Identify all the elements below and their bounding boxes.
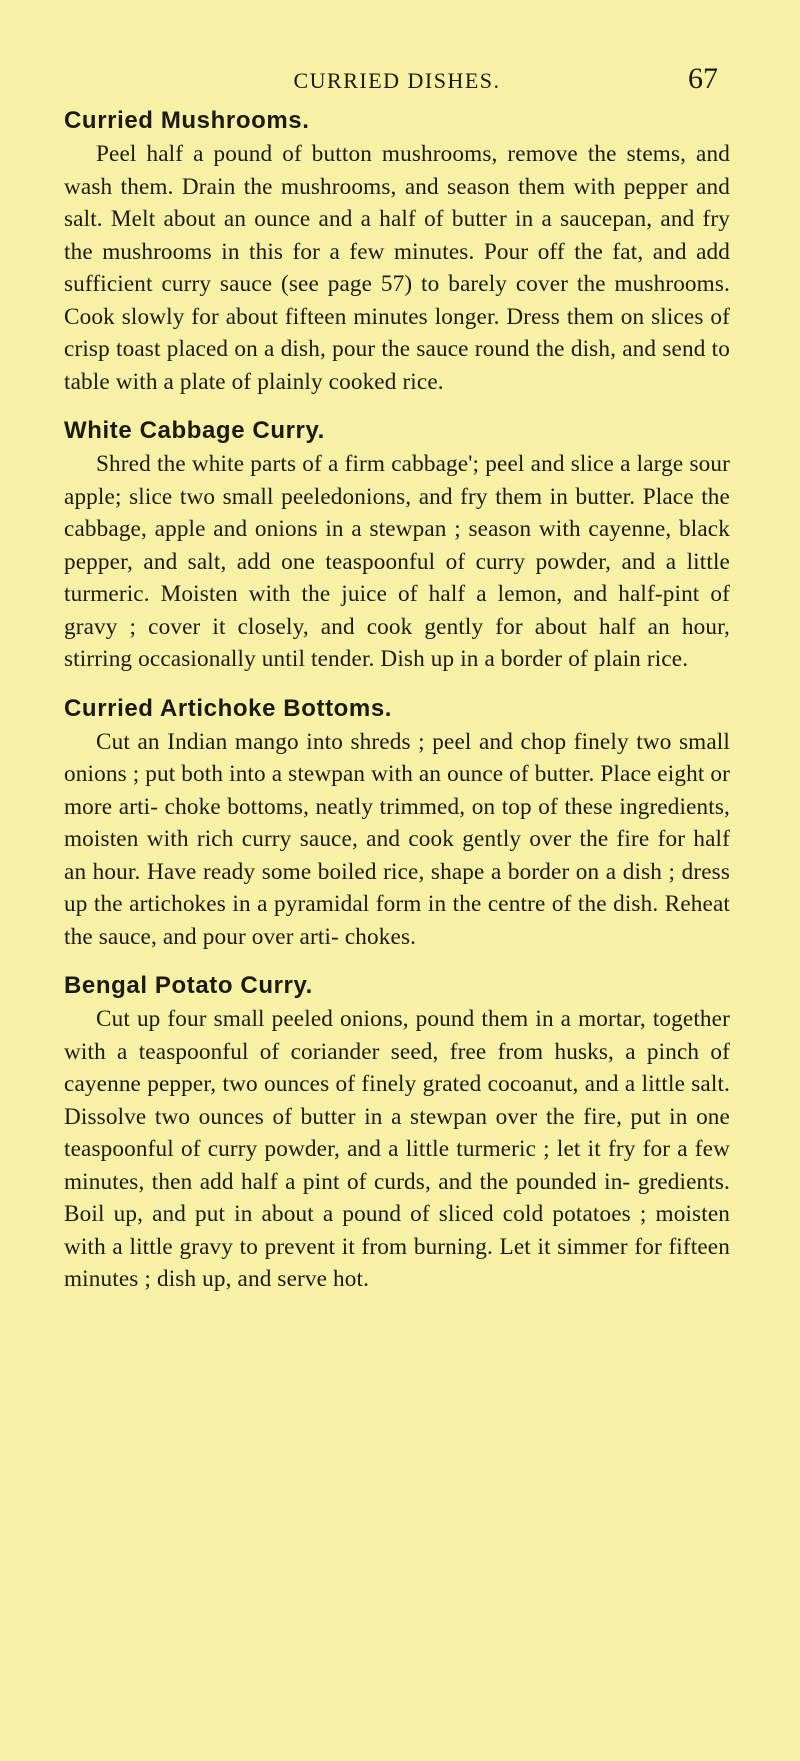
- recipe-text: Cut up four small peeled onions, pound them in a mortar, together with a teaspoonful of coriander seed, free from husks, a pinch of cayenne pepper, two ounces of finely grated cocoanut, and a little salt. Dissolve two ounces of butter in a stewpan over the fire, put in one teaspoonful of curry powder, and a little turmeric ; let it fry for a few minutes, then add half a pint of curds, and the pounded in- gredients. Boil up, and put in about a pound of sliced cold potatoes ; moisten with a little gravy to prevent it from burning. Let it simmer for fifteen minutes ; dish up, and serve hot.: [64, 1006, 730, 1292]
- recipe-heading: White Cabbage Curry.: [64, 417, 325, 444]
- recipe-text: Cut an Indian mango into shreds ; peel and chop finely two small onions ; put both into a stewpan with an ounce of butter. Place eight or more arti- choke bottoms, neatly trimmed, on top of these ingredients, moisten with rich curry sauce, and cook gently over the fire for half an hour. Have ready some boiled rice, shape a border on a dish ; dress up the artichokes in a pyramidal form in the centre of the dish. Reheat the sauce, and pour over arti- chokes.: [64, 728, 730, 950]
- running-head: [64, 60, 730, 104]
- recipe-bengal-potato-curry: [64, 969, 730, 1296]
- recipe-text: Peel half a pound of button mushrooms, remove the stems, and wash them. Drain the mushrooms, and season them with pepper and salt. Melt about an ounce and a half of butter in a saucepan, and fry the mushrooms in this for a few minutes. Pour off the fat, and add sufficient curry sauce (see page 57) to barely cover the mushrooms. Cook slowly for about fifteen minutes longer. Dress them on slices of crisp toast placed on a dish, pour the sauce round the dish, and send to table with a plate of plainly cooked rice.: [64, 141, 730, 395]
- recipe-white-cabbage-curry: [64, 414, 730, 676]
- recipe-curried-artichoke-bottoms: [64, 692, 730, 954]
- recipe-heading: Curried Mushrooms.: [64, 107, 310, 134]
- running-title: CURRIED DISHES.: [293, 68, 501, 93]
- book-page: [64, 60, 730, 1312]
- recipe-curried-mushrooms: [64, 104, 730, 398]
- recipe-heading: Curried Artichoke Bottoms.: [64, 694, 393, 722]
- recipe-text: Shred the white parts of a firm cabbage'; peel and slice a large sour apple; slice two small peeledonions, and fry them in butter. Place the cabbage, apple and onions in a stewpan ; season with cayenne, black pepper, and salt, add one teaspoonful of curry powder, and a little turmeric. Moisten with the juice of half a lemon, and half-pint of gravy ; cover it closely, and cook gently for about half an hour, stirring occasionally until tender. Dish up in a border of plain rice.: [64, 451, 730, 672]
- page-number: 67: [688, 62, 718, 95]
- recipe-heading: Bengal Potato Curry.: [64, 972, 313, 999]
